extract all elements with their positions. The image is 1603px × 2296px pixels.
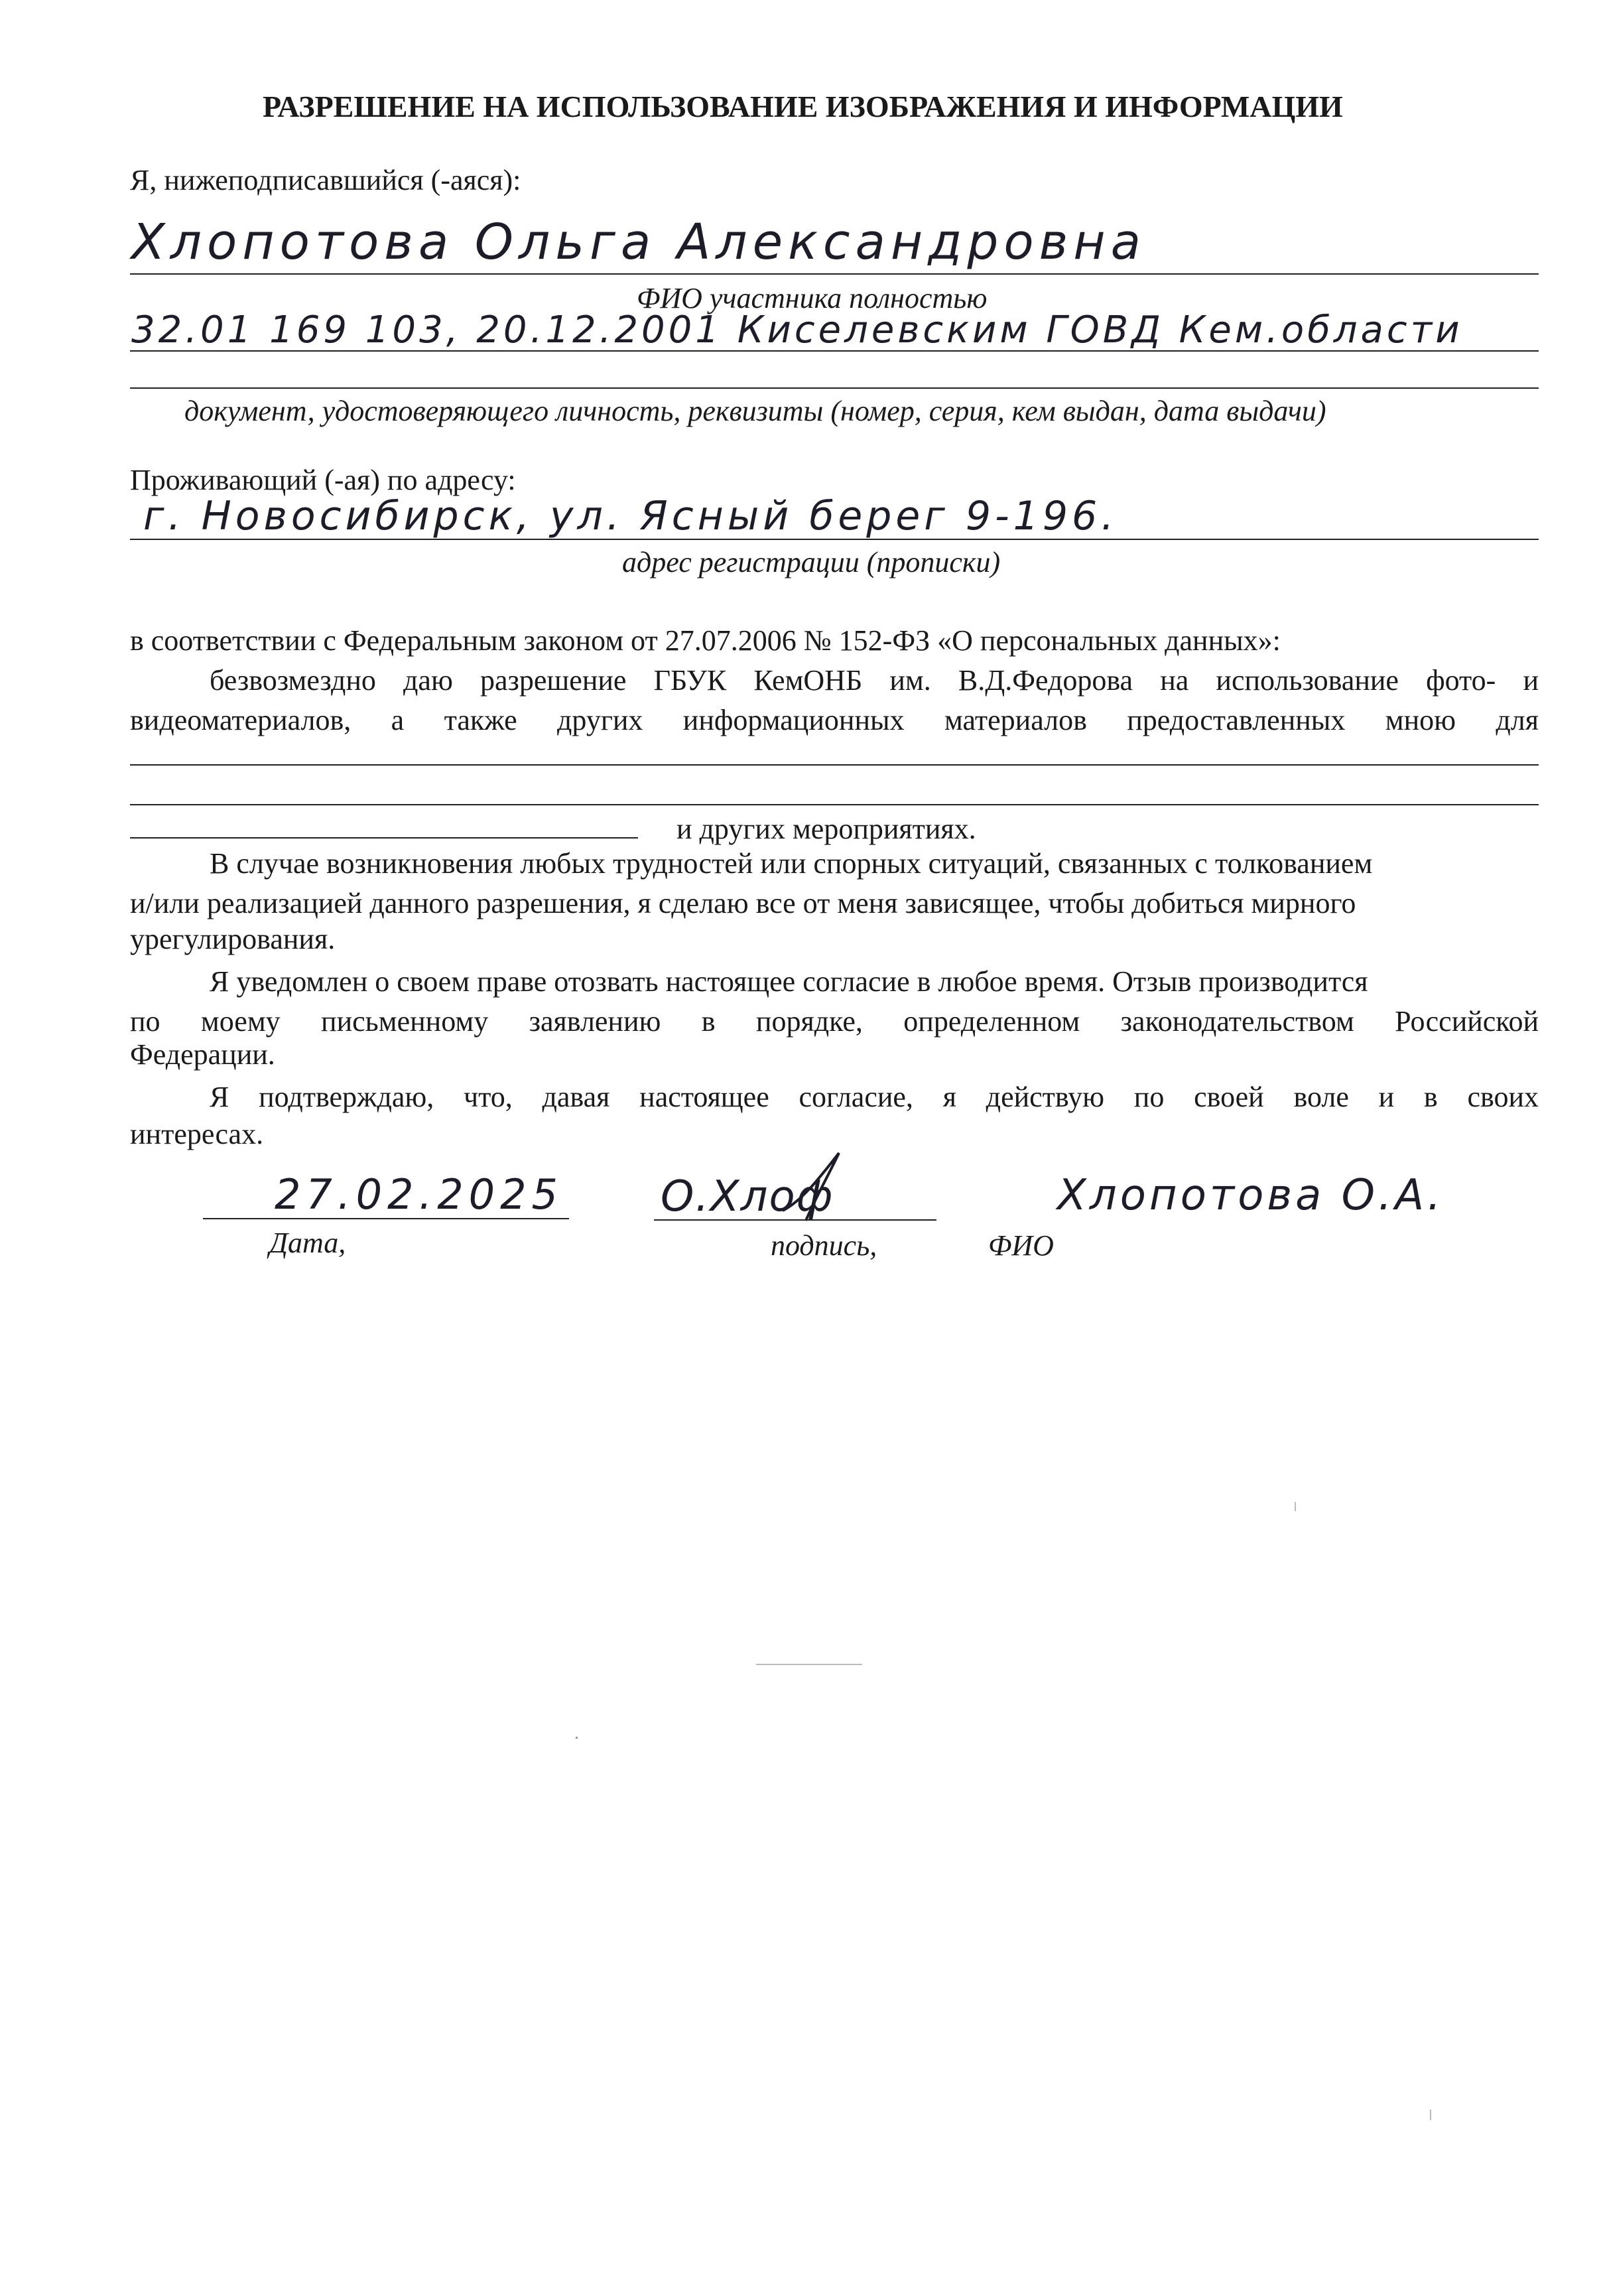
date-line <box>203 1218 569 1219</box>
blank-line-3 <box>130 837 638 839</box>
address-handwritten: г. Новосибирск, ул. Ясный берег 9-196. <box>143 493 1118 539</box>
signature-handwritten: О.Хлоф <box>661 1172 834 1221</box>
signature-line <box>654 1219 936 1221</box>
para3-line1: Я уведомлен о своем праве отозвать настоящее согласие в любое время. Отзыв производится <box>210 965 1368 998</box>
para3-line2: по моему письменному заявлению в порядке, определенном законодательством Российской <box>130 1007 1539 1038</box>
blank-line-2 <box>130 804 1539 805</box>
para2-line3: урегулирования. <box>130 923 336 955</box>
address-line <box>130 539 1539 540</box>
para2-line2: и/или реализацией данного разрешения, я сделаю все от меня зависящее, чтобы добиться мирного <box>130 887 1356 919</box>
document-line-2 <box>130 387 1539 389</box>
signature-label: подпись, <box>771 1229 877 1262</box>
para4-line1: Я подтверждаю, что, давая настоящее согласие, я действую по своей воле и в своих <box>210 1083 1539 1113</box>
law-reference: в соответствии с Федеральным законом от 27.07.2006 № 152-ФЗ «О персональных данных»: <box>130 624 1281 657</box>
document-caption: документ, удостоверяющего личность, реквизиты (номер, серия, кем выдан, дата выдачи) <box>184 395 1326 427</box>
scan-artifact <box>756 1664 862 1665</box>
document-line-1 <box>130 350 1539 352</box>
blank-line-1 <box>130 764 1539 766</box>
document-title: РАЗРЕШЕНИЕ НА ИСПОЛЬЗОВАНИЕ ИЗОБРАЖЕНИЯ И ИНФОРМАЦИИ <box>263 90 1343 123</box>
scan-artifact <box>1295 1502 1296 1511</box>
intro-text: Я, нижеподписавшийся (-аяся): <box>130 164 521 196</box>
fio-line <box>130 273 1539 275</box>
fio-handwritten: Хлопотова Ольга Александровна <box>131 214 1146 271</box>
scan-artifact <box>1430 2110 1431 2120</box>
fio-short-handwritten: Хлопотова О.А. <box>1057 1171 1444 1220</box>
address-caption: адрес регистрации (прописки) <box>622 546 1001 578</box>
date-label: Дата, <box>269 1227 346 1259</box>
para1-tail: и других мероприятиях. <box>676 813 976 845</box>
para1-line1 <box>210 666 1539 695</box>
fio-caption: ФИО участника полностью <box>637 282 988 314</box>
para2-line1: В случае возникновения любых трудностей или спорных ситуаций, связанных с толкованием <box>210 847 1373 880</box>
signature-stroke <box>776 1148 856 1227</box>
para1-line2: видеоматериалов, а также других информационных материалов предоставленных мною для <box>130 706 1539 736</box>
para3-line3: Федерации. <box>130 1038 275 1071</box>
fio-label: ФИО <box>988 1229 1054 1262</box>
para4-line2: интересах. <box>130 1118 264 1150</box>
address-label: Проживающий (-ая) по адресу: <box>130 464 516 496</box>
document-handwritten: 32.01 169 103, 20.12.2001 Киселевским ГОВД Кем.области <box>131 308 1463 352</box>
para1-line1-text: безвозмездно даю разрешение ГБУК КемОНБ им. В.Д.Федорова на использование фото- и <box>210 664 1539 697</box>
scan-artifact <box>576 1737 578 1739</box>
date-handwritten: 27.02.2025 <box>275 1170 563 1219</box>
